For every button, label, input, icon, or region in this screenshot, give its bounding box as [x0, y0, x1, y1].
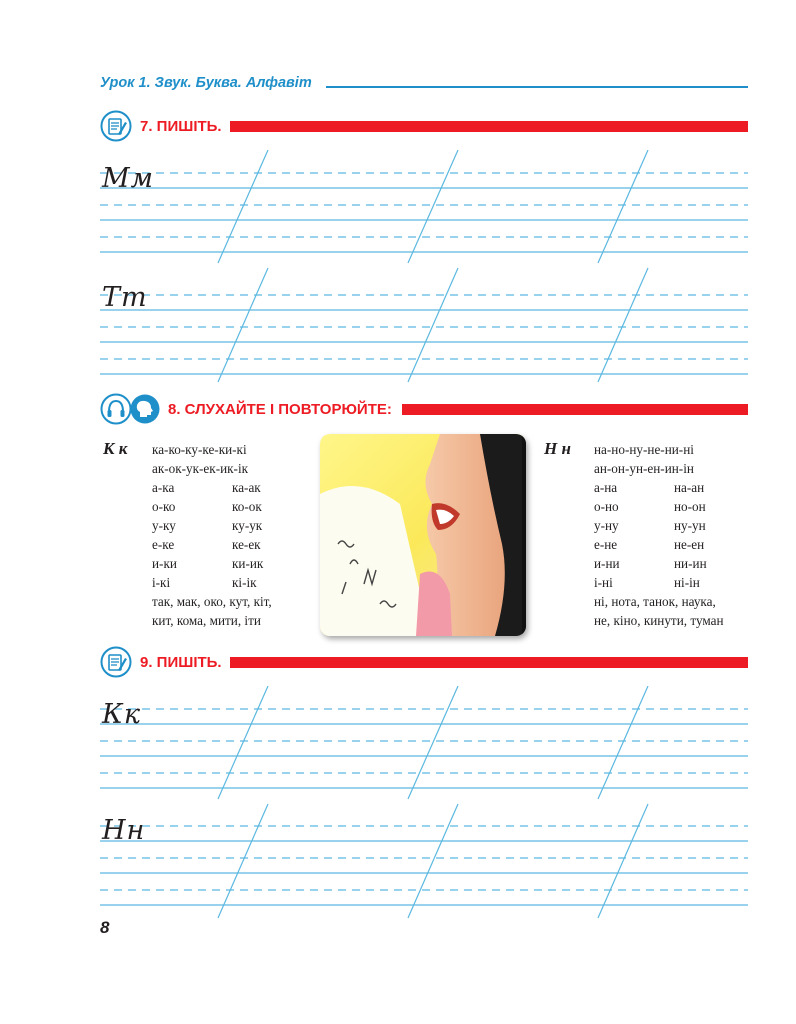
- syllable-pair-row: и-ки ки-ик: [152, 556, 264, 571]
- syllable-pair-row: у-ну ну-ун: [594, 518, 706, 533]
- sample-letter-k: Кк: [102, 699, 142, 730]
- writing-icon: [100, 646, 132, 678]
- listen-speak-icon: [100, 393, 162, 425]
- writing-lines-ex9[interactable]: [100, 686, 748, 922]
- syllables-k: [152, 440, 272, 630]
- exercise-7-heading: [100, 110, 748, 144]
- syllable-pair-row: і-кі кі-ік: [152, 575, 257, 590]
- syllable-pair-row: е-не не-ен: [594, 537, 705, 552]
- exercise-7-title: 7. ПИШІТЬ.: [140, 118, 222, 135]
- exercise-9-heading: [100, 646, 748, 680]
- syllable-pair-row: і-ні ні-ін: [594, 575, 700, 590]
- syllable-line: на-но-ну-не-ни-ні: [594, 442, 694, 457]
- lesson-header: [100, 75, 748, 97]
- letter-n-heading: Н н: [544, 439, 571, 458]
- syllable-pair-row: а-на на-ан: [594, 480, 705, 495]
- word-line: кит, кома, мити, іти: [152, 613, 261, 628]
- word-line: не, кіно, кинути, туман: [594, 613, 724, 628]
- writing-icon: [100, 110, 132, 142]
- letter-k-heading: К к: [103, 439, 128, 458]
- syllable-pair-row: о-ко ко-ок: [152, 499, 262, 514]
- page-number: 8: [100, 918, 110, 937]
- syllable-pair-row: а-ка ка-ак: [152, 480, 261, 495]
- lesson-title: Урок 1. Звук. Буква. Алфавіт: [100, 75, 312, 91]
- syllable-pair-row: е-ке ке-ек: [152, 537, 261, 552]
- syllables-n: [594, 440, 724, 630]
- speaking-mouth-illustration: [320, 434, 526, 636]
- syllable-line: ка-ко-ку-ке-ки-кі: [152, 442, 247, 457]
- exercise-8-heading: [100, 393, 748, 427]
- syllable-pair-row: у-ку ку-ук: [152, 518, 263, 533]
- exercise-8-bar: [402, 404, 748, 415]
- exercise-9-bar: [230, 657, 748, 668]
- syllable-pair-row: и-ни ни-ин: [594, 556, 707, 571]
- sample-letter-m: Мм: [102, 163, 155, 194]
- syllable-line: ак-ок-ук-ек-ик-ік: [152, 461, 249, 476]
- word-line: ні, нота, танок, наука,: [594, 594, 716, 609]
- exercise-7-bar: [230, 121, 748, 132]
- exercise-9-title: 9. ПИШІТЬ.: [140, 654, 222, 671]
- writing-lines-ex7[interactable]: [100, 150, 748, 386]
- word-line: так, мак, око, кут, кіт,: [152, 594, 272, 609]
- exercise-8-title: 8. СЛУХАЙТЕ І ПОВТОРЮЙТЕ:: [168, 401, 392, 418]
- syllable-pair-row: о-но но-он: [594, 499, 706, 514]
- sample-letter-t: Тт: [102, 282, 148, 313]
- syllable-line: ан-он-ун-ен-ин-ін: [594, 461, 694, 476]
- sample-letter-n: Нн: [102, 815, 146, 846]
- header-rule: [326, 86, 748, 88]
